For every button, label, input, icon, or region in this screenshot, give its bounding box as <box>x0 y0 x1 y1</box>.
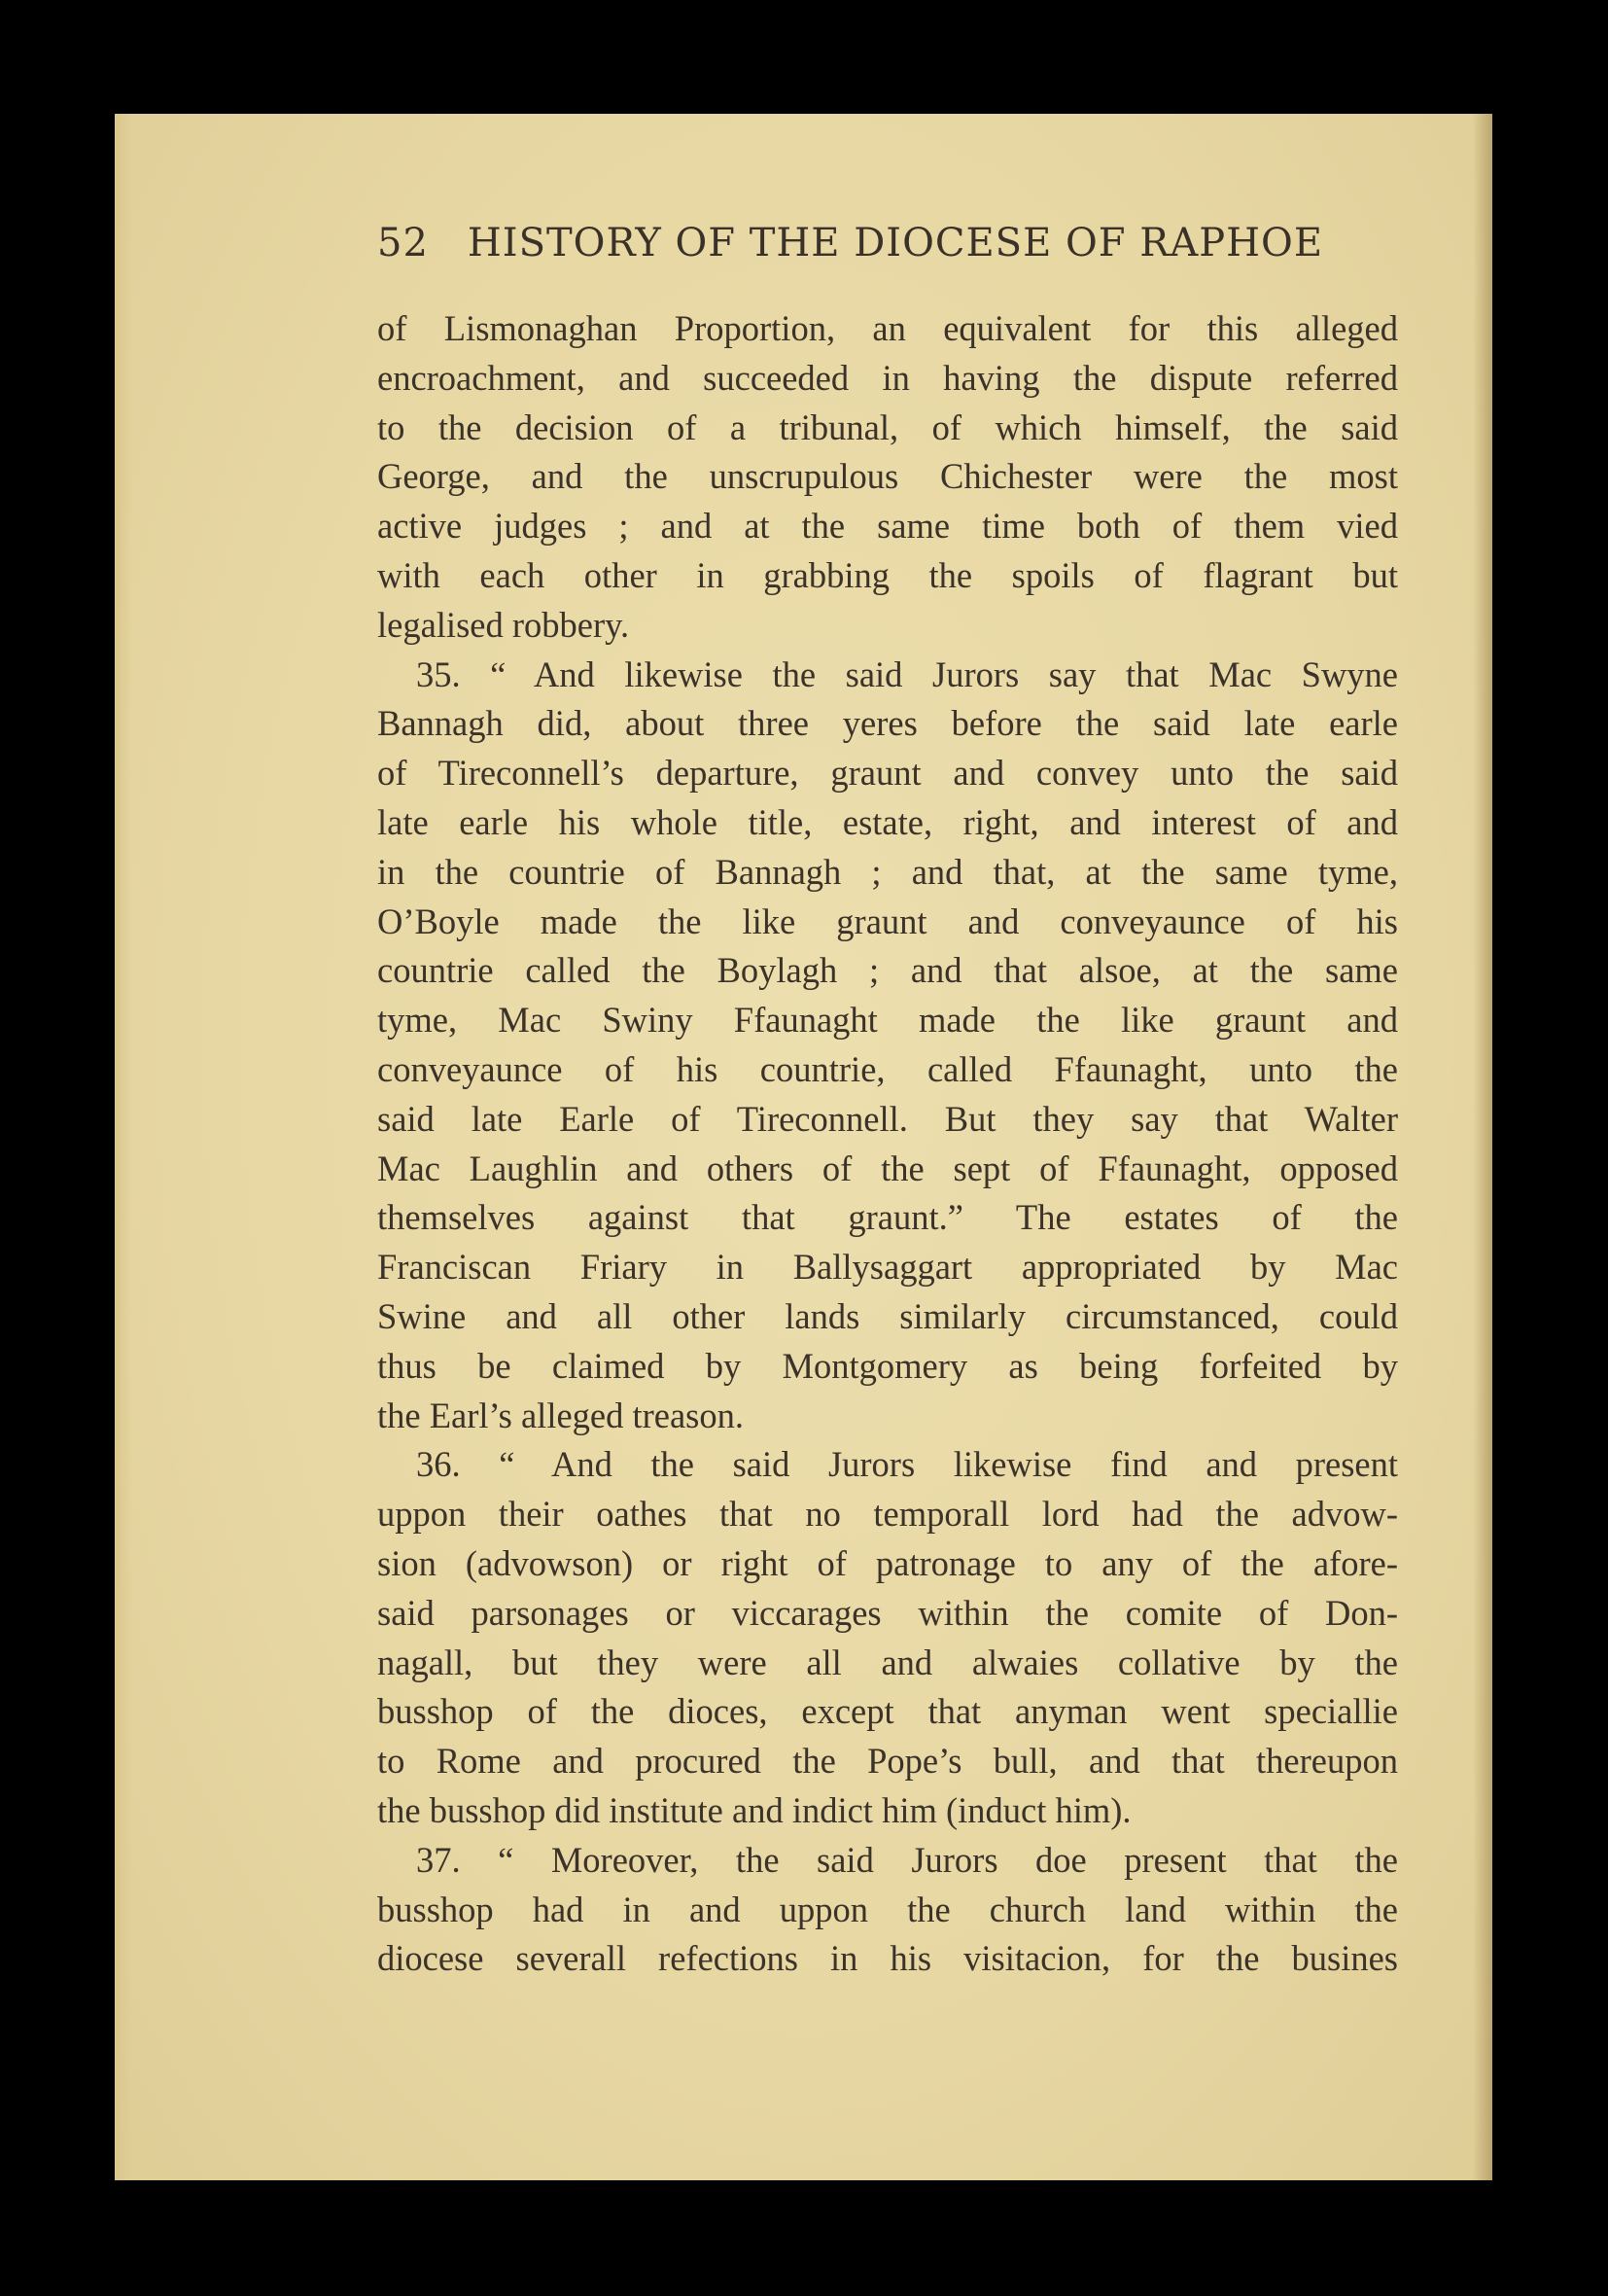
book-page <box>115 114 1492 2180</box>
text-line: busshop of the dioces, except that anyman went speciallie <box>377 1691 1398 1732</box>
text-line: tyme, Mac Swiny Ffaunaght made the like graunt and <box>377 1000 1398 1041</box>
text-line: Swine and all other lands similarly circumstanced, could <box>377 1295 1398 1336</box>
paragraph-37-start: 37. “ Moreover, the said Jurors doe present that the <box>416 1839 1398 1880</box>
text-line: said late Earle of Tireconnell. But they say that Walter <box>377 1098 1398 1139</box>
text-line: of Lismonaghan Proportion, an equivalent for this alleged <box>377 308 1398 348</box>
text-line: the Earl’s alleged treason. <box>377 1395 745 1435</box>
text-line: themselves against that graunt.” The estates of the <box>377 1197 1398 1238</box>
text-line: conveyaunce of his countrie, called Ffaunaght, unto the <box>377 1048 1398 1089</box>
text-line: said parsonages or viccarages within the comite of Don- <box>377 1592 1398 1633</box>
text-line: busshop had in and uppon the church land within the <box>377 1889 1398 1929</box>
text-line: to the decision of a tribunal, of which himself, the said <box>377 406 1398 447</box>
text-line: George, and the unscrupulous Chichester were the most <box>377 456 1398 497</box>
text-line: active judges ; and at the same time both of them vied <box>377 506 1398 547</box>
running-title: HISTORY OF THE DIOCESE OF RAPHOE <box>467 221 1324 265</box>
text-line: Franciscan Friary in Ballysaggart appropriated by Mac <box>377 1247 1398 1288</box>
text-line: O’Boyle made the like graunt and conveyaunce of his <box>377 901 1398 941</box>
text-line: Bannagh did, about three yeres before the said late earle <box>377 703 1398 744</box>
text-line: uppon their oathes that no temporall lord had the advow- <box>377 1494 1398 1535</box>
text-line: encroachment, and succeeded in having the dispute referred <box>377 357 1398 398</box>
text-line: countrie called the Boylagh ; and that alsoe, at the same <box>377 950 1398 991</box>
text-line: late earle his whole title, estate, right, and interest of and <box>377 801 1398 842</box>
text-line: with each other in grabbing the spoils of flagrant but <box>377 554 1398 595</box>
paragraph-36-start: 36. “ And the said Jurors likewise find and present <box>416 1444 1398 1485</box>
paragraph-35-start: 35. “ And likewise the said Jurors say that Mac Swyne <box>416 653 1398 694</box>
page-number: 52 <box>377 221 429 265</box>
body-text <box>377 304 1398 1984</box>
text-line: sion (advowson) or right of patronage to any of the afore- <box>377 1542 1398 1583</box>
text-line: in the countrie of Bannagh ; and that, at the same tyme, <box>377 851 1398 892</box>
text-line: Mac Laughlin and others of the sept of Ffaunaght, opposed <box>377 1148 1398 1188</box>
text-line: of Tireconnell’s departure, graunt and convey unto the said <box>377 753 1398 794</box>
running-header <box>377 221 1492 265</box>
text-line: legalised robbery. <box>377 604 630 645</box>
text-line: diocese severall refections in his visitacion, for the busines <box>377 1938 1398 1979</box>
text-line: nagall, but they were all and alwaies collative by the <box>377 1642 1398 1682</box>
text-line: to Rome and procured the Pope’s bull, and that thereupon <box>377 1741 1398 1782</box>
text-line: thus be claimed by Montgomery as being forfeited by <box>377 1345 1398 1386</box>
text-line: the busshop did institute and indict him (induct him). <box>377 1789 1132 1830</box>
